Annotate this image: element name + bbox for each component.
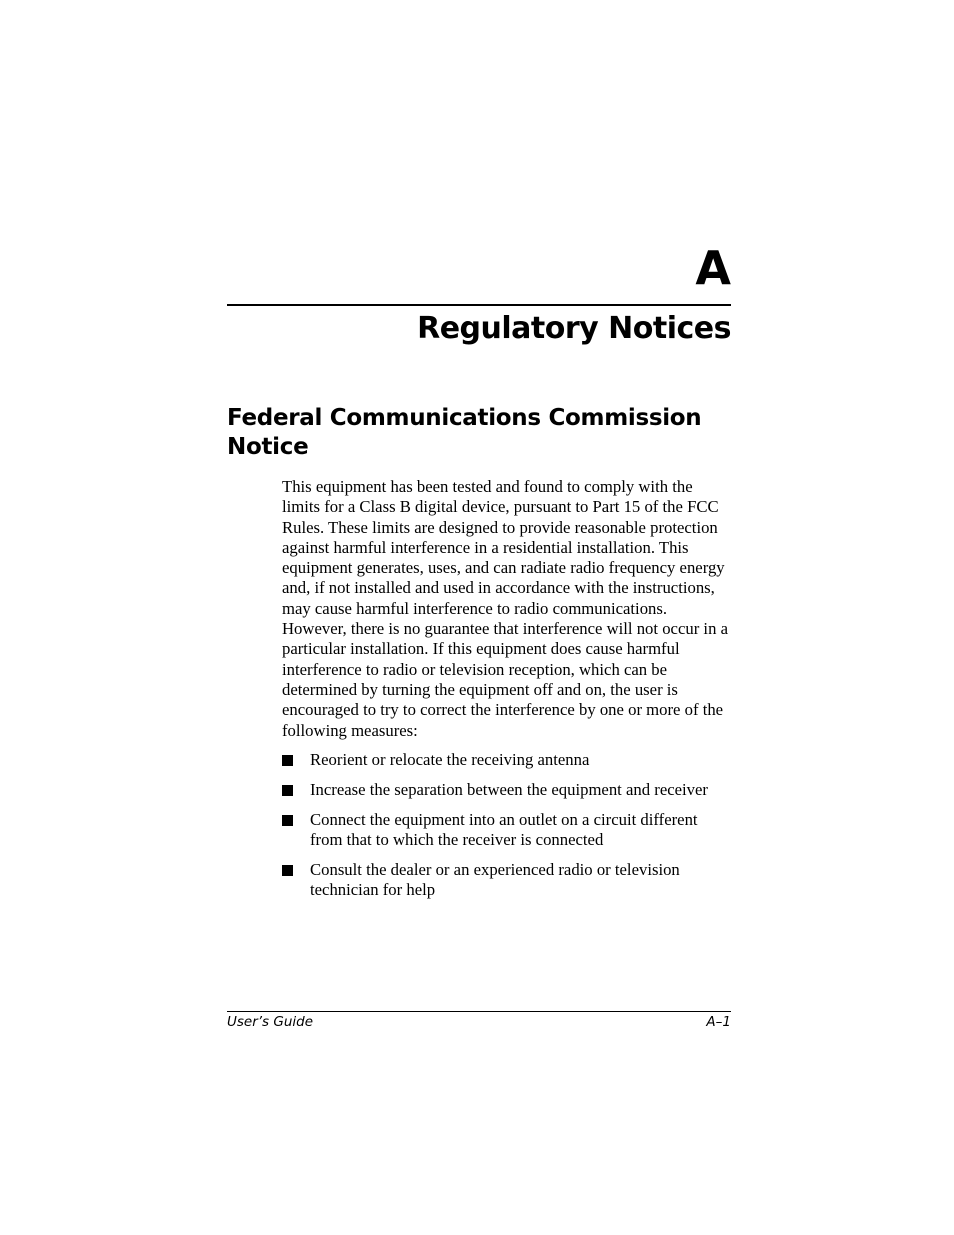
list-item-text: Consult the dealer or an experienced radio or television technician for help <box>310 859 680 899</box>
list-item <box>282 750 734 770</box>
body-paragraph: This equipment has been tested and found to comply with the limits for a Class B digital device, pursuant to Part 15 of the FCC Rules. These limits are designed to provide reasonable protection against harmful interference in a residential installation. This equipment generates, uses, and can radiate radio frequency energy and, if not installed and used in accordance with the instructions, may cause harmful interference to radio communications. However, there is no guarantee that interference will not occur in a particular installation. If this equipment does cause harmful interference to radio or television reception, which can be determined by turning the equipment off and on, the user is encouraged to try to correct the interference by one or more of the following measures: <box>282 477 728 740</box>
footer-guide-title: User’s Guide <box>227 1014 314 1030</box>
square-bullet-icon <box>282 785 293 796</box>
list-item <box>282 860 734 901</box>
footer-page-number: A–1 <box>706 1014 731 1030</box>
square-bullet-icon <box>282 815 293 826</box>
chapter-letter: A <box>695 241 731 295</box>
list-item <box>282 780 734 800</box>
list-item-text: Connect the equipment into an outlet on a circuit different from that to which the receiver is connected <box>310 809 698 849</box>
measures-list <box>282 750 734 910</box>
list-item-text: Reorient or relocate the receiving antenna <box>310 750 590 769</box>
square-bullet-icon <box>282 755 293 766</box>
section-heading: Federal Communications Commission Notice <box>227 405 702 460</box>
list-item-text: Increase the separation between the equipment and receiver <box>310 779 708 799</box>
chapter-title: Regulatory Notices <box>417 311 731 346</box>
square-bullet-icon <box>282 865 293 876</box>
list-item <box>282 810 734 851</box>
footer-divider <box>227 1011 731 1012</box>
